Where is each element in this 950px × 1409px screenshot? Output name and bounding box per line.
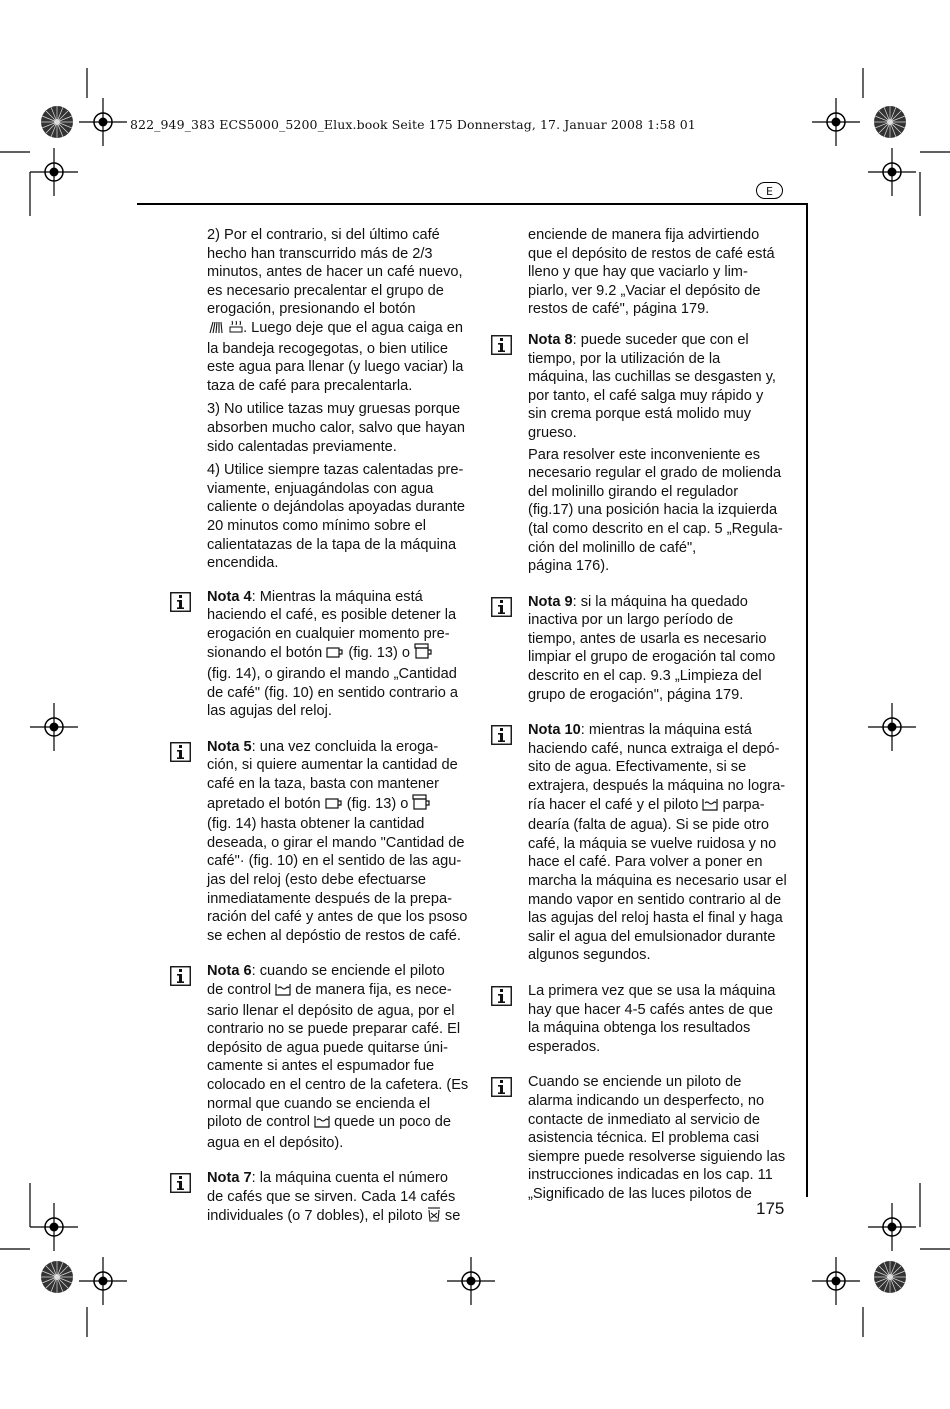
right-rule bbox=[806, 203, 808, 1197]
hot-water-icon bbox=[229, 320, 243, 340]
note-alarm: Cuando se enciende un piloto de alarma indicando un desperfecto, no contacte de inmediato al servicio de asistencia técnica. El problema casi siempre puede resolverse siguiendo las instrucciones indicadas en los cap. 11 „Significado de las luces pilotos de bbox=[528, 1073, 793, 1203]
water-tank-icon bbox=[314, 1115, 330, 1134]
note-9: Nota 9: si la máquina ha quedado inactiva por un largo período de tiempo, antes de usarla es necesario limpiar el grupo de erogación tal como descrito en el cap. 9.3 „Limpieza del grupo de erogación", página 179. bbox=[528, 593, 793, 705]
info-icon bbox=[491, 597, 512, 617]
grounds-container-icon bbox=[427, 1207, 441, 1228]
top-rule bbox=[137, 203, 808, 205]
info-icon bbox=[491, 725, 512, 745]
steam-icon bbox=[207, 320, 225, 340]
info-icon bbox=[491, 335, 512, 355]
info-icon bbox=[170, 592, 191, 612]
info-icon bbox=[170, 742, 191, 762]
double-cup-icon bbox=[412, 794, 432, 816]
note-7: Nota 7: la máquina cuenta el número de cafés que se sirven. Cada 14 cafés individuales (o 7 dobles), el piloto se bbox=[207, 1169, 469, 1227]
water-tank-icon bbox=[702, 798, 718, 817]
right-column bbox=[528, 226, 793, 1214]
single-cup-icon bbox=[325, 797, 343, 816]
left-column bbox=[207, 226, 469, 1237]
note-10: Nota 10: mientras la máquina está haciendo café, nunca extraiga el depó- sito de agua. Efectivamente, si se extrajera, después la máquina no logra- ría hacer el café y el piloto parpa- dearía (falta de agua). Si se pide otro café, la máquia se vuelve ruidosa y no hace el café. Para volver a poner en marcha la máquina es necesario usar el mando vapor en sentido contrario al de las agujas del reloj hasta el final y haga salir el agua del emulsionador durante algunos segundos. bbox=[528, 721, 793, 965]
page-number: 175 bbox=[756, 1199, 785, 1218]
note-6: Nota 6: cuando se enciende el piloto de control de manera fija, es nece- sario llenar el depósito de agua, por el contrario no se puede preparar café. El depósito de agua puede quitarse úni- camente si antes el espumador fue colocado en el centro de la cafetera. (Es normal que cuando se encienda el piloto de control quede un poco de agua en el depósito). bbox=[207, 962, 469, 1152]
double-cup-icon bbox=[414, 643, 434, 665]
info-icon bbox=[170, 966, 191, 986]
note-7-continuation: enciende de manera fija advirtiendo que el depósito de restos de café está lleno y que hay que vaciarlo y lim- piarlo, ver 9.2 „Vaciar el depósito de restos de café", página 179. bbox=[528, 227, 775, 318]
note-5: Nota 5: una vez concluida la eroga- ción, si quiere aumentar la cantidad de café en la taza, basta con mantener apretado el botón (fig. 13) o (fig. 14) hasta obtener la cantidad deseada, o girar el mando "Cantidad de café"· (fig. 10) en el sentido de las agu- jas del reloj (esto debe efectuarse inmediatamente después de la prepa- ración del café y antes de que los psoso se echen al depóstio de restos de café. bbox=[207, 738, 469, 946]
note-4: Nota 4: Mientras la máquina está haciendo el café, es posible detener la erogación en cualquier momento pre- sionando el botón (fig. 13) o (fig. 14), o girando el mando „Cantidad de café" (fig. 10) en sentido contrario a las agujas del reloj. bbox=[207, 588, 469, 721]
note-8: Nota 8: puede suceder que con el tiempo, por la utilización de la máquina, las cuchillas se desgasten y, por tanto, el café salga muy rápido y sin crema porque está molido muy grueso. Para resolver este inconveniente es necesario regular el grado de molienda del molinillo girando el regulador (fig.17) una posición hacia la izquierda (tal como descrito en el cap. 5 „Regula- ción del molinillo de café", página 176). bbox=[528, 331, 793, 576]
paragraph-2: 2) Por el contrario, si del último café hecho han transcurrido más de 2/3 minutos, antes de hacer un café nuevo, es necesario precalentar el grupo de erogación, presionando el botón . Luego deje que el agua caiga en la bandeja recogegotas, o bien utilice este agua para llenar (y luego vaciar) la taza de café para precalentarla. bbox=[207, 227, 464, 394]
info-icon bbox=[491, 986, 512, 1006]
paragraph-4: 4) Utilice siempre tazas calentadas pre- viamente, enjuagándolas con agua caliente o dejándolas apoyadas durante 20 minutos como mínimo sobre el calientatazas de la tapa de la máquina encendida. bbox=[207, 462, 466, 572]
single-cup-icon bbox=[326, 646, 344, 665]
info-icon bbox=[170, 1173, 191, 1193]
note-first-use: La primera vez que se usa la máquina hay que hacer 4-5 cafés antes de que la máquina obtenga los resultados esperados. bbox=[528, 982, 793, 1056]
info-icon bbox=[491, 1077, 512, 1097]
water-tank-icon bbox=[275, 983, 291, 1002]
print-header: 822_949_383 ECS5000_5200_Elux.book Seite 175 Donnerstag, 17. Januar 2008 1:58 01 bbox=[130, 117, 696, 132]
paragraph-3: 3) No utilice tazas muy gruesas porque absorben mucho calor, salvo que hayan sido calentadas previamente. bbox=[207, 401, 465, 455]
language-badge: E bbox=[756, 182, 783, 199]
